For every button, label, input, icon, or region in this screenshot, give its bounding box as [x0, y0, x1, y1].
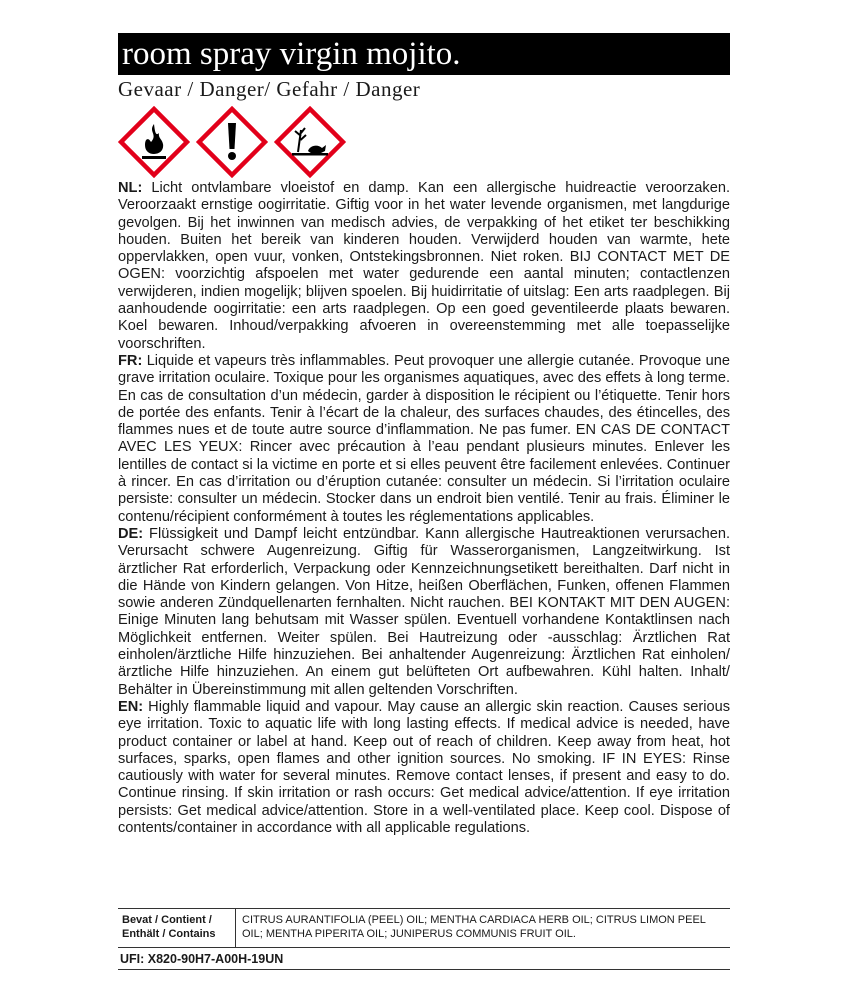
flame-icon — [118, 106, 190, 178]
product-title: room spray virgin mojito. — [118, 33, 730, 75]
lang-code-nl: NL: — [118, 180, 143, 196]
section-text-nl: Licht ontvlambare vloeistof en damp. Kan een allergische huidreactie veroorzaken. Veroorzaakt ernstige oogirritatie. Giftig voor in het water levende organismen, met langdurige gevolgen. Bij het inwinnen van medisch advies, de verpakking of het etiket ter beschikking houden. Buiten het bereik van kinderen houden. Verwijderd houden van warmte, hete oppervlakken, open vuur, vonken, Ontstekingsbronnen. Niet roken. BIJ CONTACT MET DE OGEN: voorzichtig afspoelen met water gedurende een aantal minuten; contactlenzen verwijderen, indien mogelijk; blijven spoelen. Bij huidirritatie of uitslag: Een arts raadplegen. Bij aanhoudende oogirritatie: een arts raadplegen. Op een goed geventileerde plaats bewaren. Koel bewaren. Inhoud/verpakking afvoeren in overeenstemming met alle toepasselijke voorschriften. — [118, 180, 730, 352]
contains-ingredients: CITRUS AURANTIFOLIA (PEEL) OIL; MENTHA CARDIACA HERB OIL; CITRUS LIMON PEEL OIL; MENTHA PIPERITA OIL; JUNIPERUS COMMUNIS FRUIT OIL. — [242, 914, 706, 940]
hazard-statements — [118, 180, 730, 837]
section-text-en: Highly flammable liquid and vapour. May cause an allergic skin reaction. Causes serious eye irritation. Toxic to aquatic life with long lasting effects. If medical advice is needed, have product container or label at hand. Keep out of reach of children. Keep away from heat, hot surfaces, sparks, open flames and other ignition sources. No smoking. IF IN EYES: Rinse cautiously with water for several minutes. Remove contact lenses, if present and easy to do. Continue rinsing. If skin irritation or rash occurs: Get medical advice/attention. If eye irritation persists: Get medical advice/attention. Store in a well-ventilated place. Keep cool. Dispose of contents/container in accordance with all applicable regulations. — [118, 698, 730, 836]
contains-label-line2: Enthält / Contains — [122, 928, 216, 940]
lang-code-en: EN: — [118, 698, 144, 715]
contains-label — [118, 909, 236, 947]
contains-table — [118, 908, 730, 948]
hazard-pictograms — [118, 106, 348, 178]
lang-code-fr: FR: — [118, 352, 143, 369]
exclamation-mark-icon — [196, 106, 268, 178]
section-text-fr: Liquide et vapeurs très inflammables. Peut provoquer une allergie cutanée. Provoque une grave irritation oculaire. Toxique pour les organismes aquatiques, avec des effets à long terme. En cas de consultation d’un médecin, garder à disposition le récipient ou l’étiquette. Tenir hors de portée des enfants. Tenir à l’écart de la chaleur, des surfaces chaudes, des étincelles, des flammes nues et de toute autre source d’inflammation. Ne pas fumer. EN CAS DE CONTACT AVEC LES YEUX: Rincer avec précaution à l’eau pendant plusieurs minutes. Enlever les lentilles de contact si la victime en porte et si elles peuvent être facilement enlevées. Continuer à rincer. En cas d’irritation ou d’éruption cutanée: consulter un médecin. Si l’irritation oculaire persiste: consulter un médecin. Stocker dans un endroit bien ventilé. Tenir au frais. Éliminer le contenu/récipient conformément à toutes les réglementations applicables. — [118, 352, 730, 525]
section-en — [118, 699, 730, 837]
section-text-de: Flüssigkeit und Dampf leicht entzündbar. Kann allergische Hautreaktionen verursachen. Verursacht schwere Augenreizung. Giftig für Wasserorganismen, Langzeitwirkung. Ist ärztlicher Rat erforderlich, Verpackung oder Kennzeichnungsetikett bereithalten. Darf nicht in die Hände von Kindern gelangen. Von Hitze, heißen Oberflächen, Funken, offenen Flammen sowie anderen Zündquellenarten fernhalten. Nicht rauchen. BEI KONTAKT MIT DEN AUGEN: Einige Minuten lang behutsam mit Wasser spülen. Eventuell vorhandene Kontaktlinsen nach Möglichkeit entfernen. Weiter spülen. Bei Hautreizung oder -ausschlag: Ärztlichen Rat einholen/ärztliche Hilfe hinzuziehen. Bei anhaltender Augenreizung: Ärztlichen Rat einholen/ ärztliche Hilfe hinzuziehen. An einem gut belüfteten Ort aufbewahren. Kühl halten. Inhalt/ Behälter in Übereinstimmung mit allen geltenden Vorschriften. — [118, 525, 731, 698]
section-de — [118, 526, 730, 699]
contains-label-line1: Bevat / Contient / — [122, 914, 212, 926]
section-fr — [118, 353, 730, 526]
lang-code-de: DE: — [118, 525, 144, 542]
environment-hazard-icon — [274, 106, 346, 178]
ufi-code: UFI: X820-90H7-A00H-19UN — [118, 950, 730, 970]
signal-word: Gevaar / Danger/ Gefahr / Danger — [118, 77, 421, 101]
section-nl — [118, 180, 730, 353]
